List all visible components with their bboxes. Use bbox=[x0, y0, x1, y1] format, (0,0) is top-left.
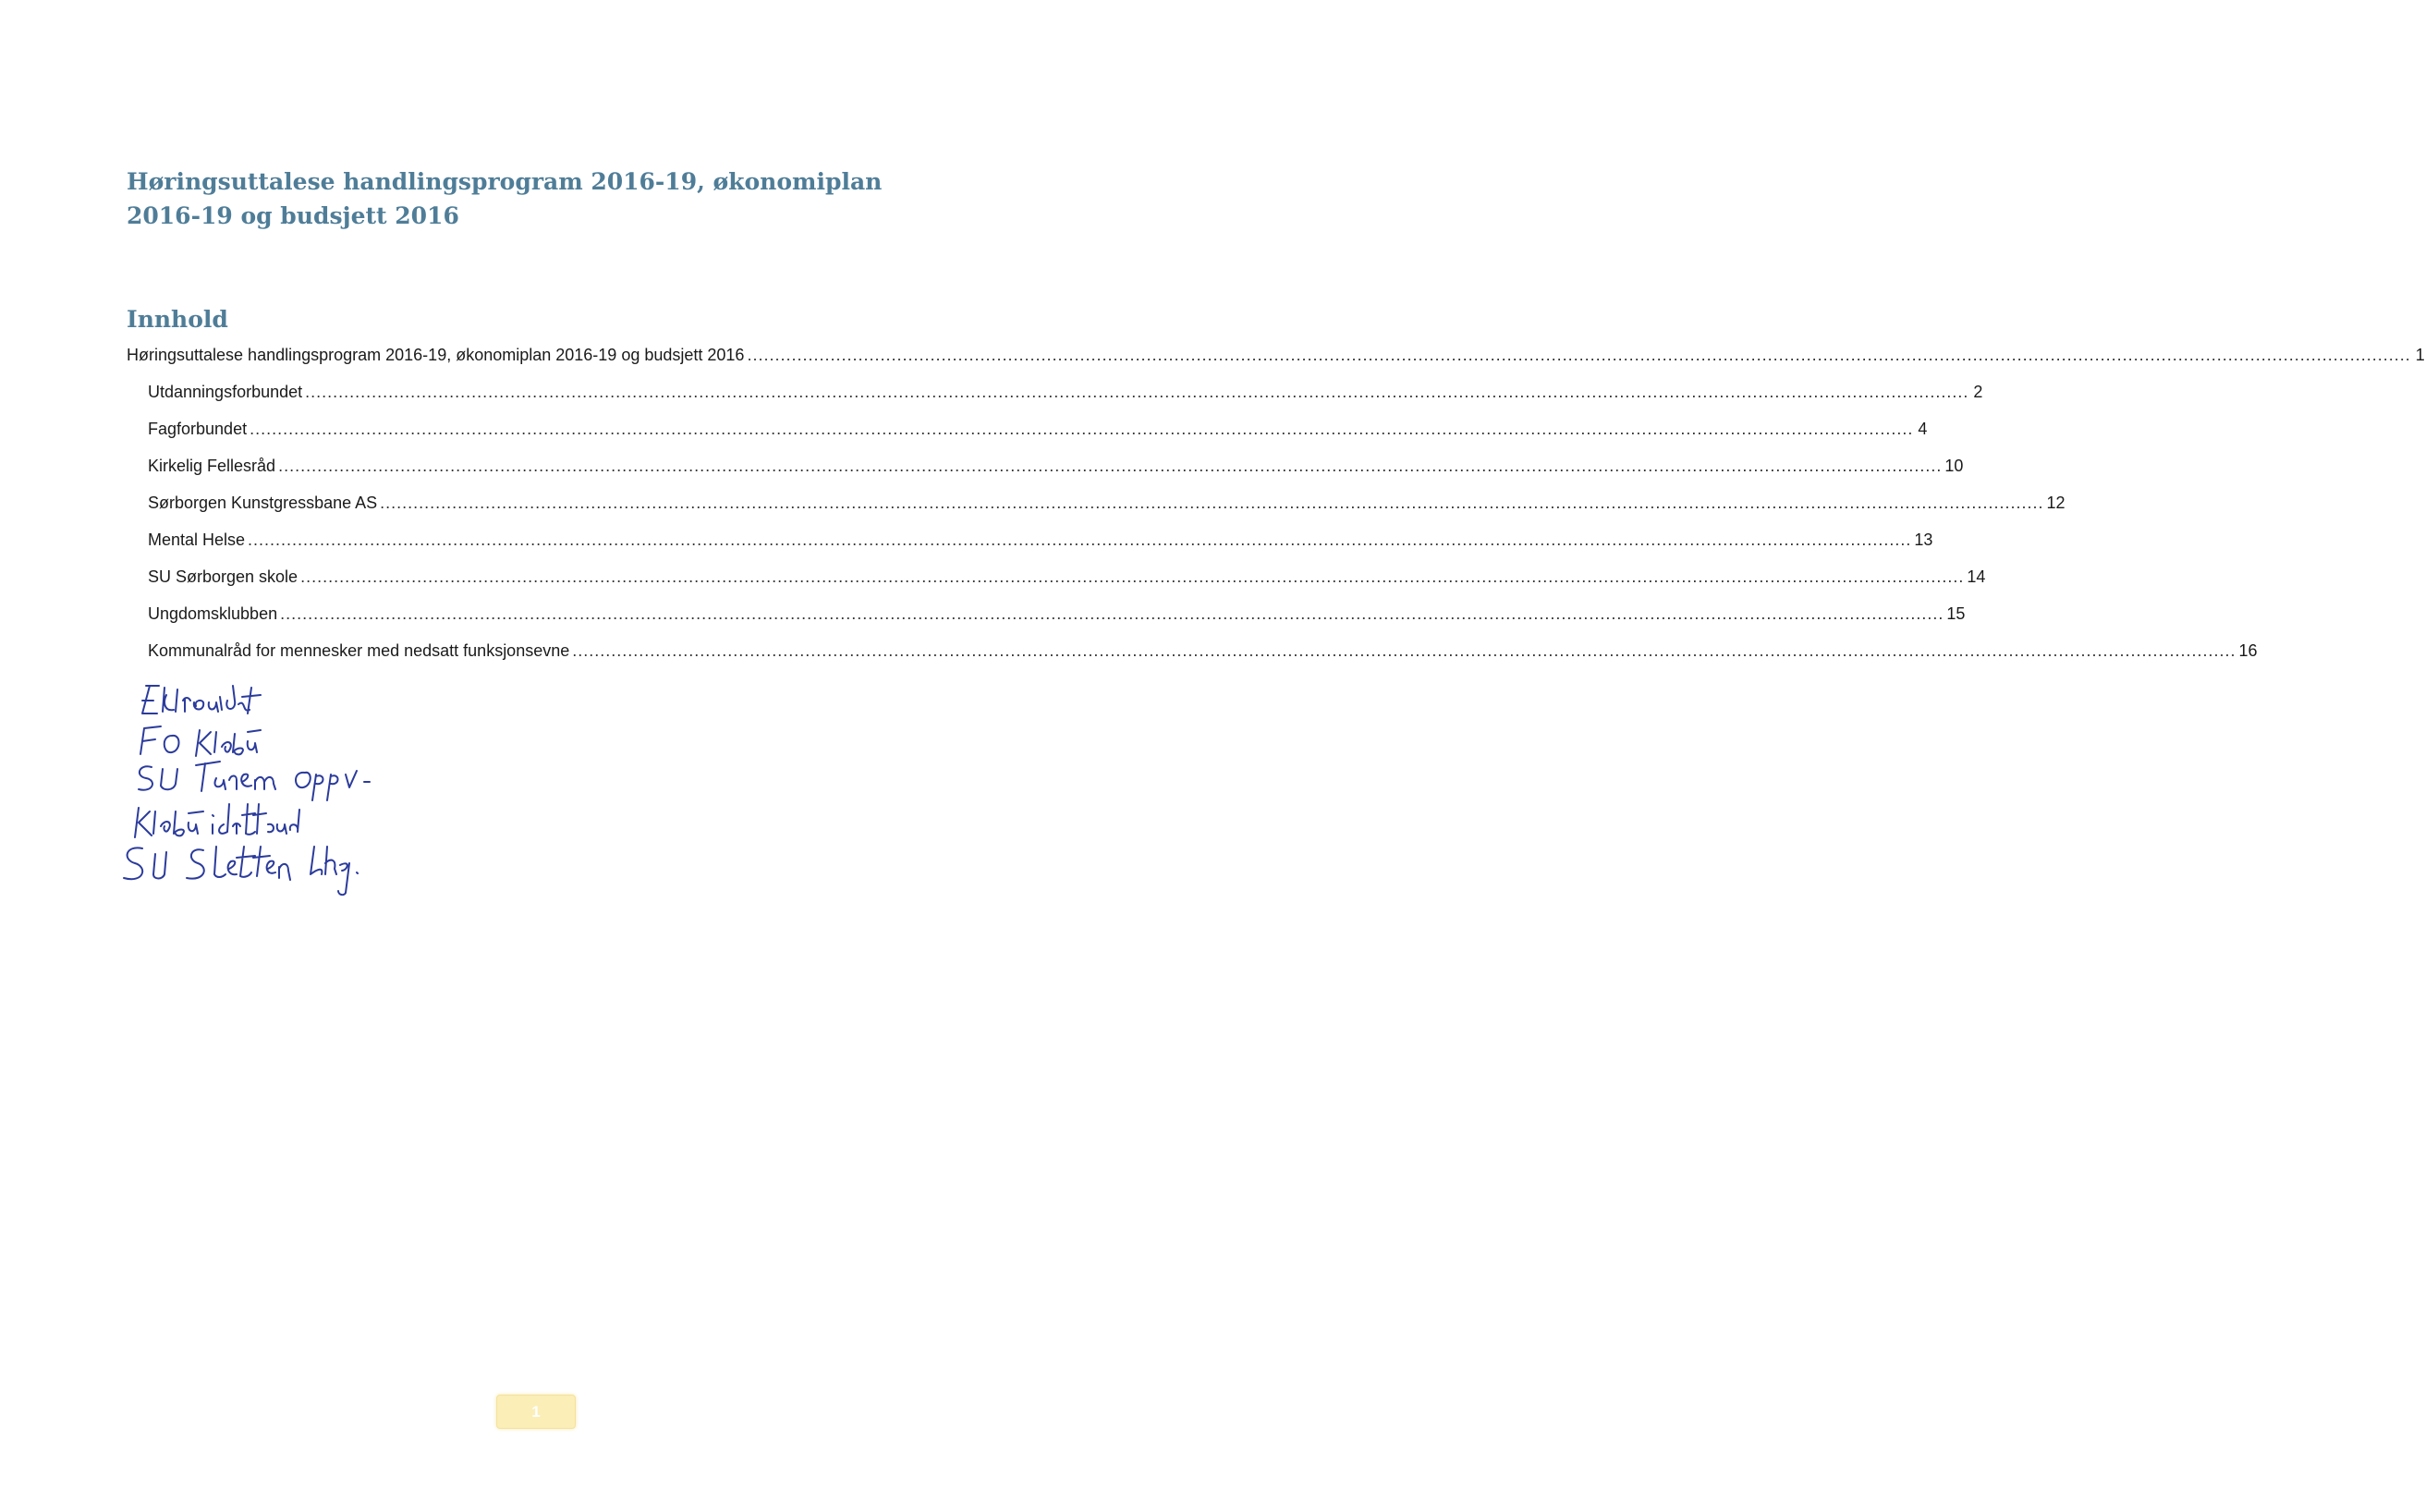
table-of-contents bbox=[127, 336, 2425, 669]
toc-entry-label: Kirkelig Fellesråd bbox=[148, 457, 276, 475]
toc-leader-dots: ............................................................................................................................................................................................................................................................................................................ bbox=[280, 604, 1944, 623]
toc-entry-label: Ungdomsklubben bbox=[148, 604, 278, 623]
toc-entry-page: 16 bbox=[2238, 641, 2258, 660]
toc-entry-label: SU Sørborgen skole bbox=[148, 567, 299, 586]
toc-entry[interactable] bbox=[127, 336, 2425, 373]
toc-entry[interactable] bbox=[127, 632, 2258, 669]
handwritten-note-line bbox=[142, 686, 261, 713]
toc-entry-label: Høringsuttalese handlingsprogram 2016-19, økonomiplan 2016-19 og budsjett 2016 bbox=[127, 346, 745, 364]
toc-leader-dots: ............................................................................................................................................................................................................................................................................................................ bbox=[572, 641, 2236, 660]
toc-entry-page: 14 bbox=[1967, 567, 1986, 586]
toc-entry-page: 10 bbox=[1944, 457, 1964, 475]
document-title: Høringsuttalese handlingsprogram 2016-19, økonomiplan 2016-19 og budsjett 2016 bbox=[127, 168, 883, 229]
toc-entry-label: Fagforbundet bbox=[148, 420, 248, 438]
toc-leader-dots: ............................................................................................................................................................................................................................................................................................................ bbox=[250, 420, 1914, 438]
toc-leader-dots: ............................................................................................................................................................................................................................................................................................................ bbox=[380, 494, 2044, 512]
toc-entry[interactable] bbox=[127, 521, 1933, 558]
toc-entry[interactable] bbox=[127, 410, 1928, 447]
toc-heading: Innhold bbox=[127, 306, 228, 333]
toc-entry-page: 13 bbox=[1914, 530, 1933, 549]
handwritten-notes bbox=[120, 675, 490, 943]
toc-entry-page: 1 bbox=[2415, 346, 2425, 364]
toc-entry[interactable] bbox=[127, 373, 1983, 410]
toc-entry[interactable] bbox=[127, 447, 1964, 484]
toc-entry-page: 2 bbox=[1973, 383, 1983, 401]
toc-entry-label: Mental Helse bbox=[148, 530, 246, 549]
toc-entry-page: 4 bbox=[1918, 420, 1928, 438]
handwritten-note-line bbox=[135, 804, 299, 837]
toc-entry-label: Kommunalråd for mennesker med nedsatt funksjonsevne bbox=[148, 641, 570, 660]
toc-entry[interactable] bbox=[127, 558, 1986, 595]
handwritten-note-line bbox=[139, 762, 370, 800]
handwritten-note-line bbox=[140, 726, 261, 756]
page-number: 1 bbox=[496, 1395, 576, 1429]
toc-entry-page: 15 bbox=[1946, 604, 1966, 623]
toc-leader-dots: ............................................................................................................................................................................................................................................................................................................ bbox=[305, 383, 1969, 401]
toc-leader-dots: ............................................................................................................................................................................................................................................................................................................ bbox=[248, 530, 1912, 549]
toc-entry-page: 12 bbox=[2046, 494, 2066, 512]
toc-leader-dots: ............................................................................................................................................................................................................................................................................................................ bbox=[747, 346, 2411, 364]
toc-entry-label: Utdanningsforbundet bbox=[148, 383, 303, 401]
toc-leader-dots: ............................................................................................................................................................................................................................................................................................................ bbox=[300, 567, 1965, 586]
toc-entry-label: Sørborgen Kunstgressbane AS bbox=[148, 494, 378, 512]
toc-entry[interactable] bbox=[127, 484, 2066, 521]
toc-leader-dots: ............................................................................................................................................................................................................................................................................................................ bbox=[278, 457, 1943, 475]
toc-entry[interactable] bbox=[127, 595, 1966, 632]
handwritten-note-line bbox=[124, 847, 358, 895]
